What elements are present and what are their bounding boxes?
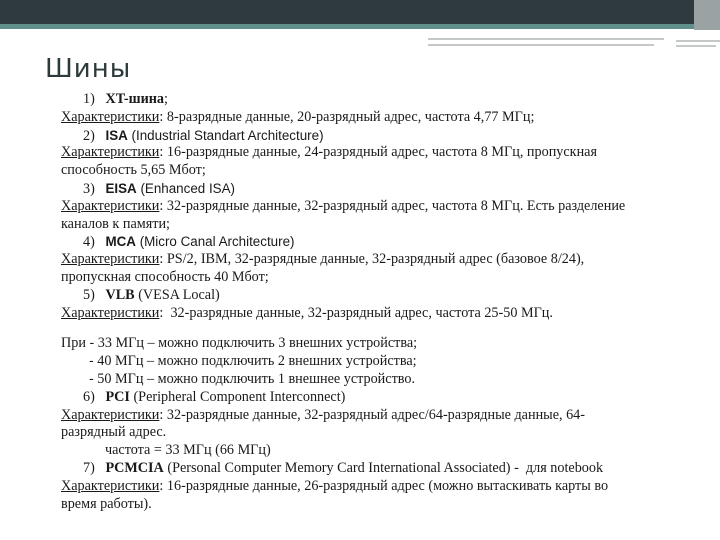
bus-characteristics: Характеристики: 32-разрядные данные, 32-разрядный адрес, частота 8 МГц. Есть разделение xyxy=(61,197,626,214)
vlb-device-line: - 40 МГц – можно подключить 2 внешних устройства; xyxy=(89,353,417,370)
bus-characteristics-cont: каналов к памяти; xyxy=(61,215,170,232)
decor-line xyxy=(676,40,720,42)
slide-top-bar xyxy=(0,0,720,24)
vlb-device-line: При - 33 МГц – можно подключить 3 внешних устройства; xyxy=(61,335,418,352)
bus-heading-eisa: 3) EISA (Enhanced ISA) xyxy=(83,180,235,197)
bus-heading-pcmcia: 7) PCMCIA (Personal Computer Memory Card International Associated) - для notebook xyxy=(83,459,604,476)
bus-heading-xt: 1) XT-шина; xyxy=(83,91,168,107)
bus-characteristics-cont: время работы). xyxy=(61,495,152,512)
bus-characteristics: Характеристики: 32-разрядные данные, 32-разрядный адрес, частота 25-50 МГц. xyxy=(61,304,553,321)
slide-body xyxy=(61,91,681,513)
bus-characteristics: Характеристики: 16-разрядные данные, 26-разрядный адрес (можно вытаскивать карты во xyxy=(61,477,609,494)
bus-heading-mca: 4) MCA (Micro Canal Architecture) xyxy=(83,234,295,251)
vlb-device-line: - 50 МГц – можно подключить 1 внешнее устройство. xyxy=(89,370,416,387)
bus-heading-vlb: 5) VLB (VESA Local) xyxy=(83,286,220,303)
bus-characteristics: Характеристики: 8-разрядные данные, 20-разрядный адрес, частота 4,77 МГц; xyxy=(61,108,535,125)
decor-line xyxy=(428,38,664,40)
bus-heading-isa: 2) ISA (Industrial Standart Architecture) xyxy=(83,127,324,144)
pci-frequency: частота = 33 МГц (66 МГц) xyxy=(105,442,271,459)
bus-characteristics-cont: разрядный адрес. xyxy=(61,424,167,441)
slide-title: Шины xyxy=(45,54,132,84)
bus-heading-pci: 6) PCI (Peripheral Component Interconnect) xyxy=(83,388,346,405)
bus-characteristics: Характеристики: PS/2, IBM, 32-разрядные данные, 32-разрядный адрес (базовое 8/24), xyxy=(61,251,585,268)
bus-characteristics: Характеристики: 32-разрядные данные, 32-разрядный адрес/64-разрядные данные, 64- xyxy=(61,406,586,423)
decor-line xyxy=(676,45,716,47)
slide-accent-stripe xyxy=(0,24,720,29)
bus-characteristics-cont: пропускная способность 40 Мбот; xyxy=(61,268,269,285)
bus-characteristics-cont: способность 5,65 Мбот; xyxy=(61,162,206,179)
bus-characteristics: Характеристики: 16-разрядные данные, 24-разрядный адрес, частота 8 МГц, пропускная xyxy=(61,144,597,161)
slide-corner-block xyxy=(694,0,720,30)
decor-line xyxy=(428,44,654,46)
